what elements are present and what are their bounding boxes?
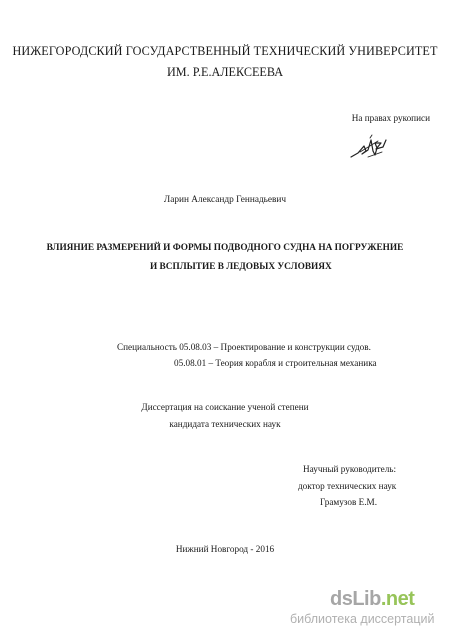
dissertation-degree: кандидата технических наук: [169, 419, 281, 429]
manuscript-rights-note: На правах рукописи: [351, 113, 430, 123]
watermark-logo-main: dsLib: [330, 588, 381, 610]
university-name-line2: ИМ. Р.Е.АЛЕКСЕЕВА: [166, 65, 284, 79]
university-name: НИЖЕГОРОДСКИЙ ГОСУДАРСТВЕННЫЙ ТЕХНИЧЕСКИЙ УНИВЕРСИТЕТ: [12, 44, 438, 58]
specialty-line-2: 05.08.01 – Теория корабля и строительная механика: [174, 358, 377, 368]
dissertation-purpose: Диссертация на соискание ученой степени: [141, 402, 309, 412]
supervisor-label: Научный руководитель:: [303, 464, 397, 474]
signature-icon: [348, 131, 398, 161]
specialty-line: Специальность 05.08.03 – Проектирование и конструкции судов.: [117, 342, 371, 352]
watermark-logo-tld: .net: [380, 588, 415, 610]
supervisor-degree: доктор технических наук: [298, 481, 397, 491]
supervisor-name: Грамузов Е.М.: [320, 497, 377, 507]
author-name: Ларин Александр Геннадьевич: [163, 195, 287, 205]
watermark-subtitle: библиотека диссертаций: [290, 612, 435, 626]
dissertation-title: ВЛИЯНИЕ РАЗМЕРЕНИЙ И ФОРМЫ ПОДВОДНОГО СУДНА НА ПОГРУЖЕНИЕ: [46, 243, 404, 253]
watermark-logo[interactable]: [330, 588, 414, 611]
city-year: Нижний Новгород - 2016: [175, 544, 275, 554]
dissertation-title-line2: И ВСПЛЫТИЕ В ЛЕДОВЫХ УСЛОВИЯХ: [150, 262, 332, 272]
